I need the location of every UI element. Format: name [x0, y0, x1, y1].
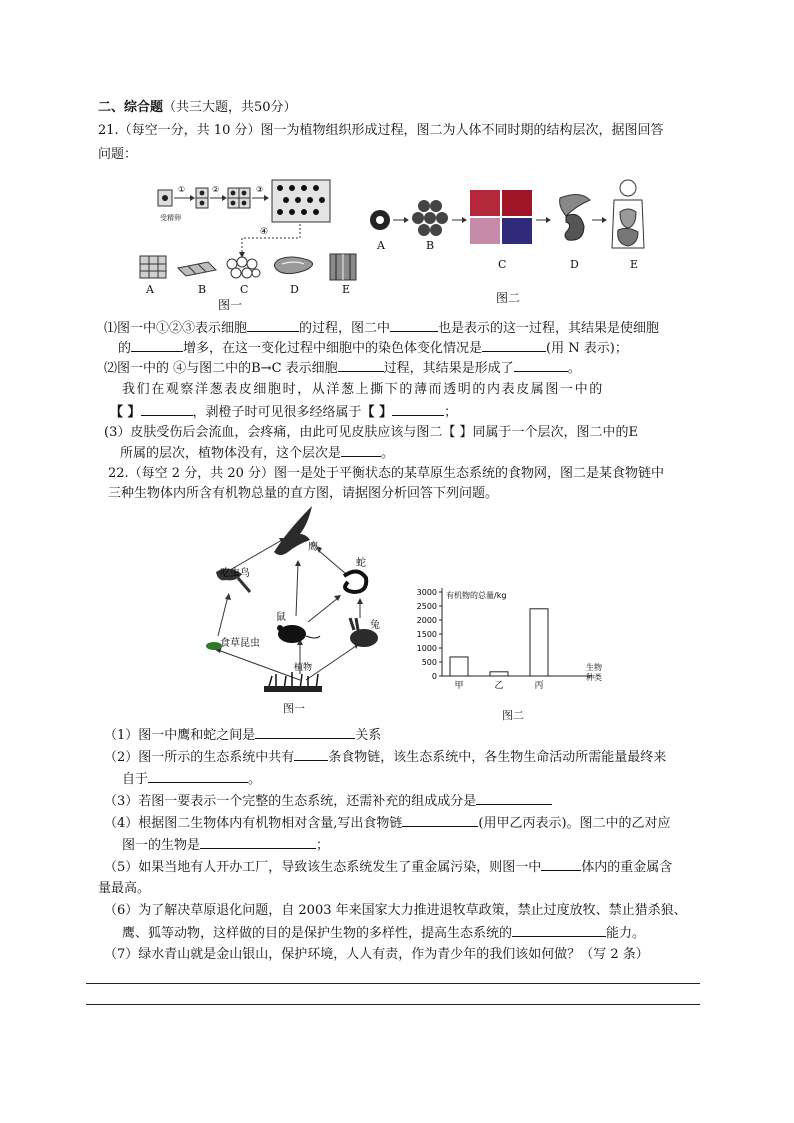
q22-bar-chart	[410, 586, 630, 698]
fig2-label-c: C	[498, 258, 507, 271]
tissue-b-shape	[178, 262, 216, 276]
q21-part1-text-c: 也是表示的这一过程，其结果是使细胞	[438, 321, 660, 336]
fig2-caption: 图二	[496, 291, 521, 305]
q21-part2-line2: 我们在观察洋葱表皮细胞时，从洋葱上撕下的薄而透明的内表皮属图一中的	[122, 382, 604, 397]
q21-figure1	[130, 176, 370, 291]
q21-blank-3[interactable]	[131, 339, 183, 352]
foodweb-snake-label: 蛇	[356, 558, 366, 569]
q22-part5-text-b: 体内的重金属含	[581, 860, 673, 875]
q22-part2-text-a: （2）图一所示的生态系统中共有	[104, 750, 295, 765]
chart-bar	[490, 672, 508, 676]
chart-caption: 图二	[502, 709, 524, 722]
section-title: 二、综合题	[98, 100, 164, 115]
q22-blank-4[interactable]	[476, 792, 552, 805]
q22-part4-text-d: ；	[316, 838, 330, 853]
q21-blank-7[interactable]	[141, 403, 193, 416]
q21-bracket-2[interactable]: 【 】	[361, 405, 393, 420]
q22-part1-text-a: （1）图一中鹰和蛇之间是	[104, 728, 256, 743]
q22-part6-text-b: 鹰、狐等动物，这样做的目的是保护生物的多样性，提高生态系统的	[122, 926, 513, 941]
chart-category-label: 丙	[534, 681, 544, 691]
q22-blank-6[interactable]	[200, 836, 316, 849]
tissue-d-shape	[274, 257, 312, 274]
chart-y-tick-label: 3000	[416, 588, 437, 597]
q22-blank-8[interactable]	[512, 924, 606, 937]
foodweb-insect-label: 食草昆虫	[220, 638, 260, 649]
tissue-c-shape	[227, 257, 260, 278]
step-1-label: ①	[178, 185, 186, 194]
q22-part1-text-b: 关系	[355, 728, 382, 743]
chart-y-tick-label: 1500	[416, 630, 437, 639]
chart-bar	[450, 657, 468, 676]
q21-part2-text-f: ，剥橙子时可见很多经络属于	[192, 405, 362, 420]
q22-part6-text-c: 能力。	[606, 926, 646, 941]
q22-stem-line2: 三种生物体内所含有机物总量的直方图，请据图分析回答下列问题。	[108, 486, 499, 501]
chart-y-tick-label: 2000	[416, 616, 437, 625]
fig1-tissue-label-e: E	[342, 283, 351, 296]
q22-part2-text-b: 条食物链，该生态系统中，各生物生命活动所需能量最终来	[328, 750, 667, 765]
q21-bracket-1[interactable]: 【 】	[110, 405, 141, 420]
q22-blank-5[interactable]	[402, 814, 478, 827]
fig1-tissue-label-c: C	[240, 283, 249, 296]
q22-part1	[104, 726, 381, 745]
q21-part1-line2	[118, 339, 628, 358]
q22-foodweb-figure	[188, 500, 408, 705]
q22-part4-line1	[104, 814, 671, 833]
answer-line-1[interactable]	[86, 983, 700, 984]
q22-part7: （7）绿水青山就是金山银山，保护环境，人人有责，作为青少年的我们该如何做？（写 2 条）	[104, 947, 649, 962]
foodweb-rabbit-label: 兔	[370, 620, 380, 631]
answer-line-2[interactable]	[86, 1004, 700, 1005]
chart-y-tick-label: 500	[421, 658, 437, 667]
q21-blank-8[interactable]	[392, 403, 444, 416]
q21-stem-line1: 21.（每空一分，共 10 分）图一为植物组织形成过程，图二为人体不同时期的结构层次，据图回答	[98, 123, 664, 138]
foodweb-bird-label: 吃虫鸟	[220, 568, 250, 579]
fig1-caption: 图一	[218, 298, 243, 312]
q22-part6-line1: （6）为了解决草原退化问题，自 2003 年来国家大力推进退牧草政策，禁止过度放牧、禁止猎杀狼、	[104, 903, 687, 918]
q21-part3-line1: (3）皮肤受伤后会流血，会疼痛，由此可见皮肤应该与图二【 】同属于一个层次，图二中的E	[104, 425, 638, 440]
q21-part1-text-d: 的	[118, 341, 132, 356]
q22-part2-line1	[104, 748, 666, 767]
foodweb-caption: 图一	[283, 702, 305, 715]
q22-part4-text-b: (用甲乙丙表示)。图二中的乙对应	[478, 816, 671, 831]
q21-part1-text-a: ⑴图一中①②③表示细胞	[104, 321, 248, 336]
chart-y-tick-label: 1000	[416, 644, 437, 653]
tissue-e-shape	[330, 254, 356, 280]
q22-part2-text-d: 。	[248, 772, 262, 787]
chart-category-label: 甲	[454, 681, 464, 691]
q21-part3-text-b: 所属的层次，植物体没有，这个层次是	[120, 446, 342, 461]
q22-part4-line2	[122, 836, 329, 855]
q21-part1-text-f: (用 N 表示)；	[546, 341, 628, 356]
chart-x-label-2: 种类	[586, 673, 602, 682]
fig2-label-d: D	[570, 258, 579, 271]
q21-part1-line1	[104, 319, 659, 338]
chart-title: 有机物的总量/kg	[446, 591, 507, 600]
fig2-label-b: B	[426, 239, 435, 252]
q21-part2-text-h: ；	[444, 405, 458, 420]
q22-part4-text-a: （4）根据图二生物体内有机物相对含量,写出食物链	[104, 816, 403, 831]
q22-part6-line2	[122, 924, 645, 943]
q22-part3-text-a: （3）若图一要表示一个完整的生态系统，还需补充的组成成分是	[104, 794, 477, 809]
fig1-tissue-label-b: B	[198, 283, 207, 296]
fig1-tissue-label-a: A	[146, 283, 154, 296]
q22-part5-line2: 量最高。	[98, 881, 151, 896]
q21-part2-text-c: 。	[567, 361, 581, 376]
section-header	[98, 99, 297, 117]
step-2-label: ②	[212, 185, 220, 194]
chart-y-tick-label: 0	[431, 672, 437, 681]
q21-blank-1[interactable]	[247, 319, 299, 332]
q21-blank-9[interactable]	[341, 444, 381, 457]
chart-y-tick-label: 2500	[416, 602, 437, 611]
q21-part3-line2	[120, 444, 394, 463]
q21-stem-line2: 问题：	[98, 147, 138, 162]
q21-part2-text-b: 过程，其结果是形成了	[383, 361, 514, 376]
fig1-tissue-label-d: D	[290, 283, 299, 296]
q22-blank-3[interactable]	[148, 770, 248, 783]
foodweb-eagle-label: 鹰	[308, 542, 318, 553]
q21-blank-2[interactable]	[390, 319, 438, 332]
q22-stem-line1: 22.（每空 2 分，共 20 分）图一是处于平衡状态的某草原生态系统的食物网，图二是某食物链中	[108, 466, 665, 481]
q22-part4-text-c: 图一的生物是	[122, 838, 201, 853]
q21-part2-line3	[110, 403, 457, 422]
q21-part2-line1	[104, 359, 581, 378]
q21-blank-4[interactable]	[482, 339, 546, 352]
q21-part2-text-a: ⑵图一中的 ④与图二中的B→C 表示细胞	[104, 361, 338, 376]
q22-part5-text-a: （5）如果当地有人开办工厂，导致该生态系统发生了重金属污染，则图一中	[104, 860, 542, 875]
chart-x-label: 生物	[586, 663, 602, 672]
fig2-label-e: E	[630, 258, 639, 271]
q22-blank-2[interactable]	[294, 748, 328, 761]
step-3-label: ③	[256, 185, 264, 194]
q22-part2-text-c: 自于	[122, 772, 149, 787]
step-4-label: ④	[260, 227, 269, 237]
zygote-label: 受精卵	[160, 214, 181, 222]
q21-part1-text-e: 增多，在这一变化过程中细胞中的染色体变化情况是	[183, 341, 483, 356]
foodweb-plant-label: 植物	[294, 663, 313, 673]
fig2-label-a: A	[377, 239, 385, 252]
chart-bar	[530, 609, 548, 676]
q22-blank-7[interactable]	[541, 858, 581, 871]
q21-blank-6[interactable]	[514, 359, 568, 372]
section-note: （共三大题，共50分）	[163, 100, 297, 115]
q22-part3	[104, 792, 552, 811]
q22-part2-line2	[122, 770, 261, 789]
foodweb-mouse-label: 鼠	[276, 612, 286, 623]
q21-part3-text-c: 。	[381, 446, 395, 461]
chart-category-label: 乙	[494, 681, 504, 691]
q21-figure2	[366, 176, 666, 266]
q22-part5-line1	[104, 858, 672, 877]
q22-blank-1[interactable]	[255, 726, 355, 739]
q21-part1-text-b: 的过程，图二中	[299, 321, 391, 336]
tissue-a-shape	[140, 256, 166, 278]
q21-blank-5[interactable]	[338, 359, 384, 372]
